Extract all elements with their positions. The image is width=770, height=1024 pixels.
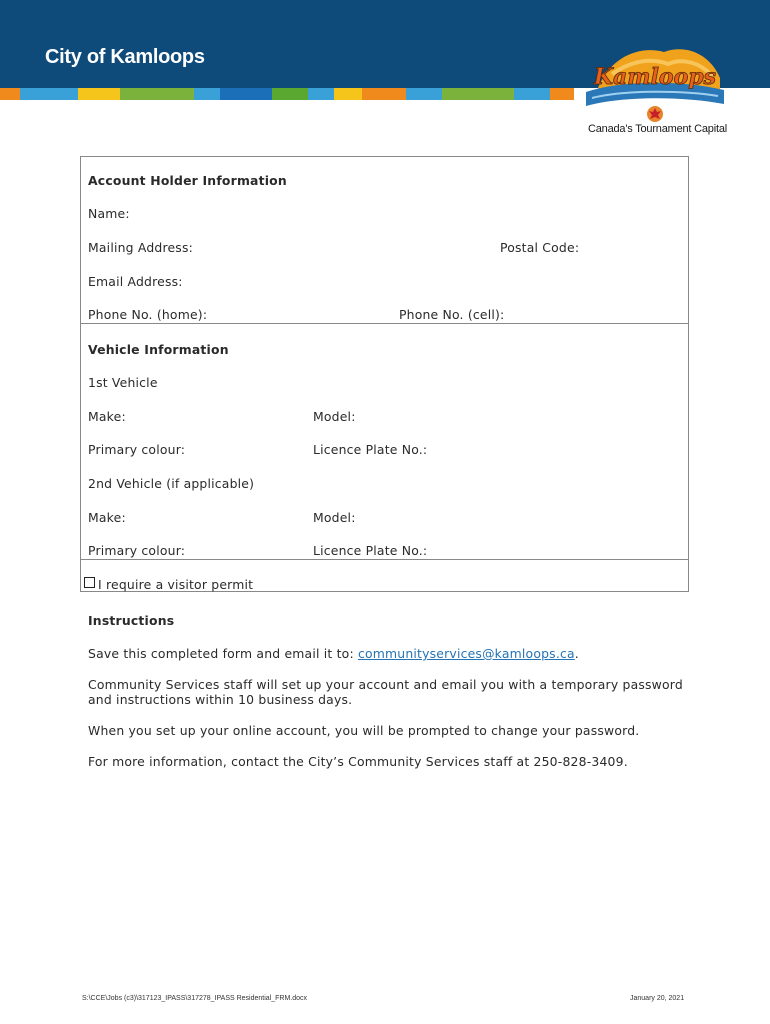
email-address-label: Email Address: <box>88 274 183 289</box>
second-vehicle-title: 2nd Vehicle (if applicable) <box>88 476 255 491</box>
second-plate-label: Licence Plate No.: <box>313 543 428 558</box>
save-line-text: Save this completed form and email it to: <box>88 646 358 661</box>
phone-home-label: Phone No. (home): <box>88 307 208 322</box>
tagline: Canada's Tournament Capital <box>588 123 727 135</box>
footer-date: January 20, 2021 <box>630 995 685 1002</box>
kamloops-logo-icon <box>582 44 728 124</box>
instructions-heading: Instructions <box>88 613 175 628</box>
postal-code-label: Postal Code: <box>500 240 580 255</box>
account-heading: Account Holder Information <box>88 173 287 188</box>
save-line-period: . <box>574 646 579 661</box>
visitor-permit-label: I require a visitor permit <box>98 577 254 592</box>
phone-cell-label: Phone No. (cell): <box>399 307 505 322</box>
section-divider <box>80 559 689 560</box>
vehicle-heading: Vehicle Information <box>88 342 229 357</box>
first-colour-label: Primary colour: <box>88 442 186 457</box>
instructions-password-line: When you set up your online account, you will be prompted to change your password. <box>88 723 640 738</box>
visitor-permit-checkbox[interactable] <box>84 577 95 588</box>
city-title: City of Kamloops <box>45 46 205 68</box>
second-colour-label: Primary colour: <box>88 543 186 558</box>
second-model-label: Model: <box>313 510 356 525</box>
svg-text:Kamloops: Kamloops <box>593 64 717 90</box>
section-divider <box>80 323 689 324</box>
first-model-label: Model: <box>313 409 356 424</box>
first-plate-label: Licence Plate No.: <box>313 442 428 457</box>
name-field-label: Name: <box>88 206 130 221</box>
mailing-address-label: Mailing Address: <box>88 240 193 255</box>
instructions-contact-line: For more information, contact the City’s Community Services staff at 250-828-3409. <box>88 754 628 769</box>
first-make-label: Make: <box>88 409 126 424</box>
first-vehicle-title: 1st Vehicle <box>88 375 158 390</box>
form-box <box>80 156 689 592</box>
community-services-email-link[interactable]: communityservices@kamloops.ca <box>357 646 575 661</box>
second-make-label: Make: <box>88 510 126 525</box>
footer-file-path: S:\CCE\Jobs (c3)\317123_IPASS\317278_IPASS Residential_FRM.docx <box>82 995 308 1002</box>
instructions-staff-line: Community Services staff will set up your account and email you with a temporary password and instructions within 10 business days. <box>88 677 683 707</box>
instructions-save-line <box>88 646 688 661</box>
